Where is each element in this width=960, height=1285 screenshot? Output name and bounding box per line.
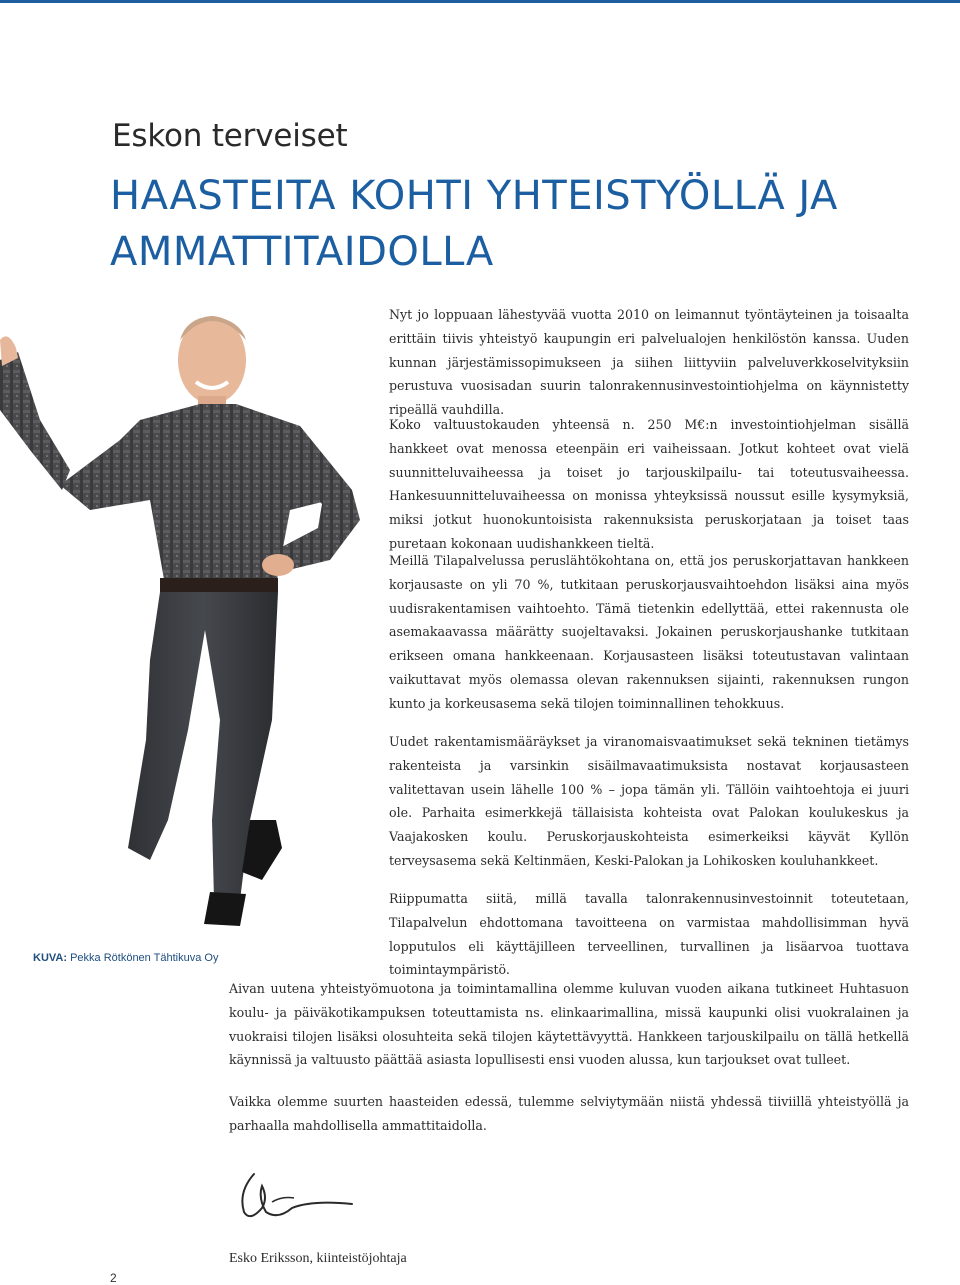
article-paragraph: Meillä Tilapalvelussa peruslähtökohtana on, että jos peruskorjattavan hankkeen korjausaste on yli 70 %, tutkitaan peruskorjausvaihtoehdon lisäksi aina myös uudisrakentamisen vaihtoehto. Tämä tietenkin edellyttää, ettei rakennusta ole asemakaavassa määrätty suojeltavaksi. Jokainen peruskorjaushanke tutkitaan erikseen omana hankkeenaan. Korjausasteen lisäksi toteutustavan valintaan vaikuttavat myös olemassa olevan rakennuksen sijainti, rakennuksen rungon kunto ja korkeusasema sekä tilojen toiminnallinen tehokkuus. [389, 553, 909, 711]
handwritten-signature [232, 1168, 372, 1228]
signature-name: Esko Eriksson, kiinteistöjohtaja [229, 1251, 407, 1266]
article-paragraph: Uudet rakentamismääräykset ja viranomaisvaatimukset sekä tekninen tietämys rakenteista ja varsinkin sisäilmavaatimuksista nostavat korjausasteen valitettavan usein lähelle 100 % – jopa tämän yli. Tällöin vaihtoehtoja ei juuri ole. Parhaita esimerkkejä tällaisista kohteista ovat Palokan koulukeskus ja Vaajakosken koulu. Peruskorjauskohteista esimerkeiksi käyvät Kyllön terveysasema sekä Keltinmäen, Keski-Palokan ja Lohikosken kouluhankkeet. [389, 734, 909, 868]
portrait-photo [0, 300, 370, 940]
article-paragraph: Riippumatta siitä, millä tavalla talonrakennusinvestoinnit toteutetaan, Tilapalvelun ehdottomana tavoitteena on varmistaa mahdollisimman hyvä lopputulos eli käyttäjilleen terveellinen, turvallinen ja lisäarvoa tuottava toimintaympäristö. [389, 891, 909, 978]
article-paragraph: Koko valtuustokauden yhteensä n. 250 M€:n investointiohjelman sisällä hankkeet ovat menossa eteenpäin eri vaiheissaan. Jotkut kohteet ovat vielä suunnitteluvaiheessa ja toiset jo tarjouskilpailu- tai toteutusvaiheessa. Hankesuunnitteluvaiheessa on monissa yhteyksissä noussut esille kysymyksiä, miksi jotkut huonokuntoisista rakennuksista peruskorjataan ja toiset taas puretaan kokonaan uudishankkeen tieltä. [389, 417, 909, 551]
photo-credit [33, 952, 218, 964]
top-rule [0, 0, 960, 3]
page-title: HAASTEITA KOHTI YHTEISTYÖLLÄ JA AMMATTITAIDOLLA [110, 173, 838, 275]
photo-credit-label: KUVA: [33, 952, 68, 964]
article-paragraph: Vaikka olemme suurten haasteiden edessä, tulemme selviytymään niistä yhdessä tiiviillä yhteistyöllä ja parhaalla mahdollisella ammattitaidolla. [229, 1094, 909, 1133]
section-kicker: Eskon terveiset [112, 118, 348, 154]
article-paragraph: Nyt jo loppuaan lähestyvää vuotta 2010 on leimannut työntäyteinen ja toisaalta erittäin tiivis yhteistyö kaupungin eri palvelualojen henkilöstön kanssa. Uuden kunnan järjestämissopimukseen ja siihen liittyviin palveluverkkoselvityksiin perustuva vuosisadan suurin talonrakennusinvestointiohjelma on käynnistetty ripeällä vauhdilla. [389, 307, 909, 418]
photo-credit-text: Pekka Rötkönen Tähtikuva Oy [70, 952, 219, 964]
article-paragraph: Aivan uutena yhteistyömuotona ja toimintamallina olemme kuluvan vuoden aikana tutkineet Huhtasuon koulu- ja päiväkotikampuksen toteuttamista ns. elinkaarimallina, missä kaupunki olisi vuokralainen ja vuokraisi tilojen lisäksi olosuhteita sekä tilojen käytettävyyttä. Hankkeen tarjouskilpailu on tällä hetkellä käynnissä ja valtuusto päättää asiasta lopullisesti ensi vuoden alussa, kun tarjoukset ovat tulleet. [229, 981, 909, 1068]
page-number: 2 [110, 1271, 117, 1285]
